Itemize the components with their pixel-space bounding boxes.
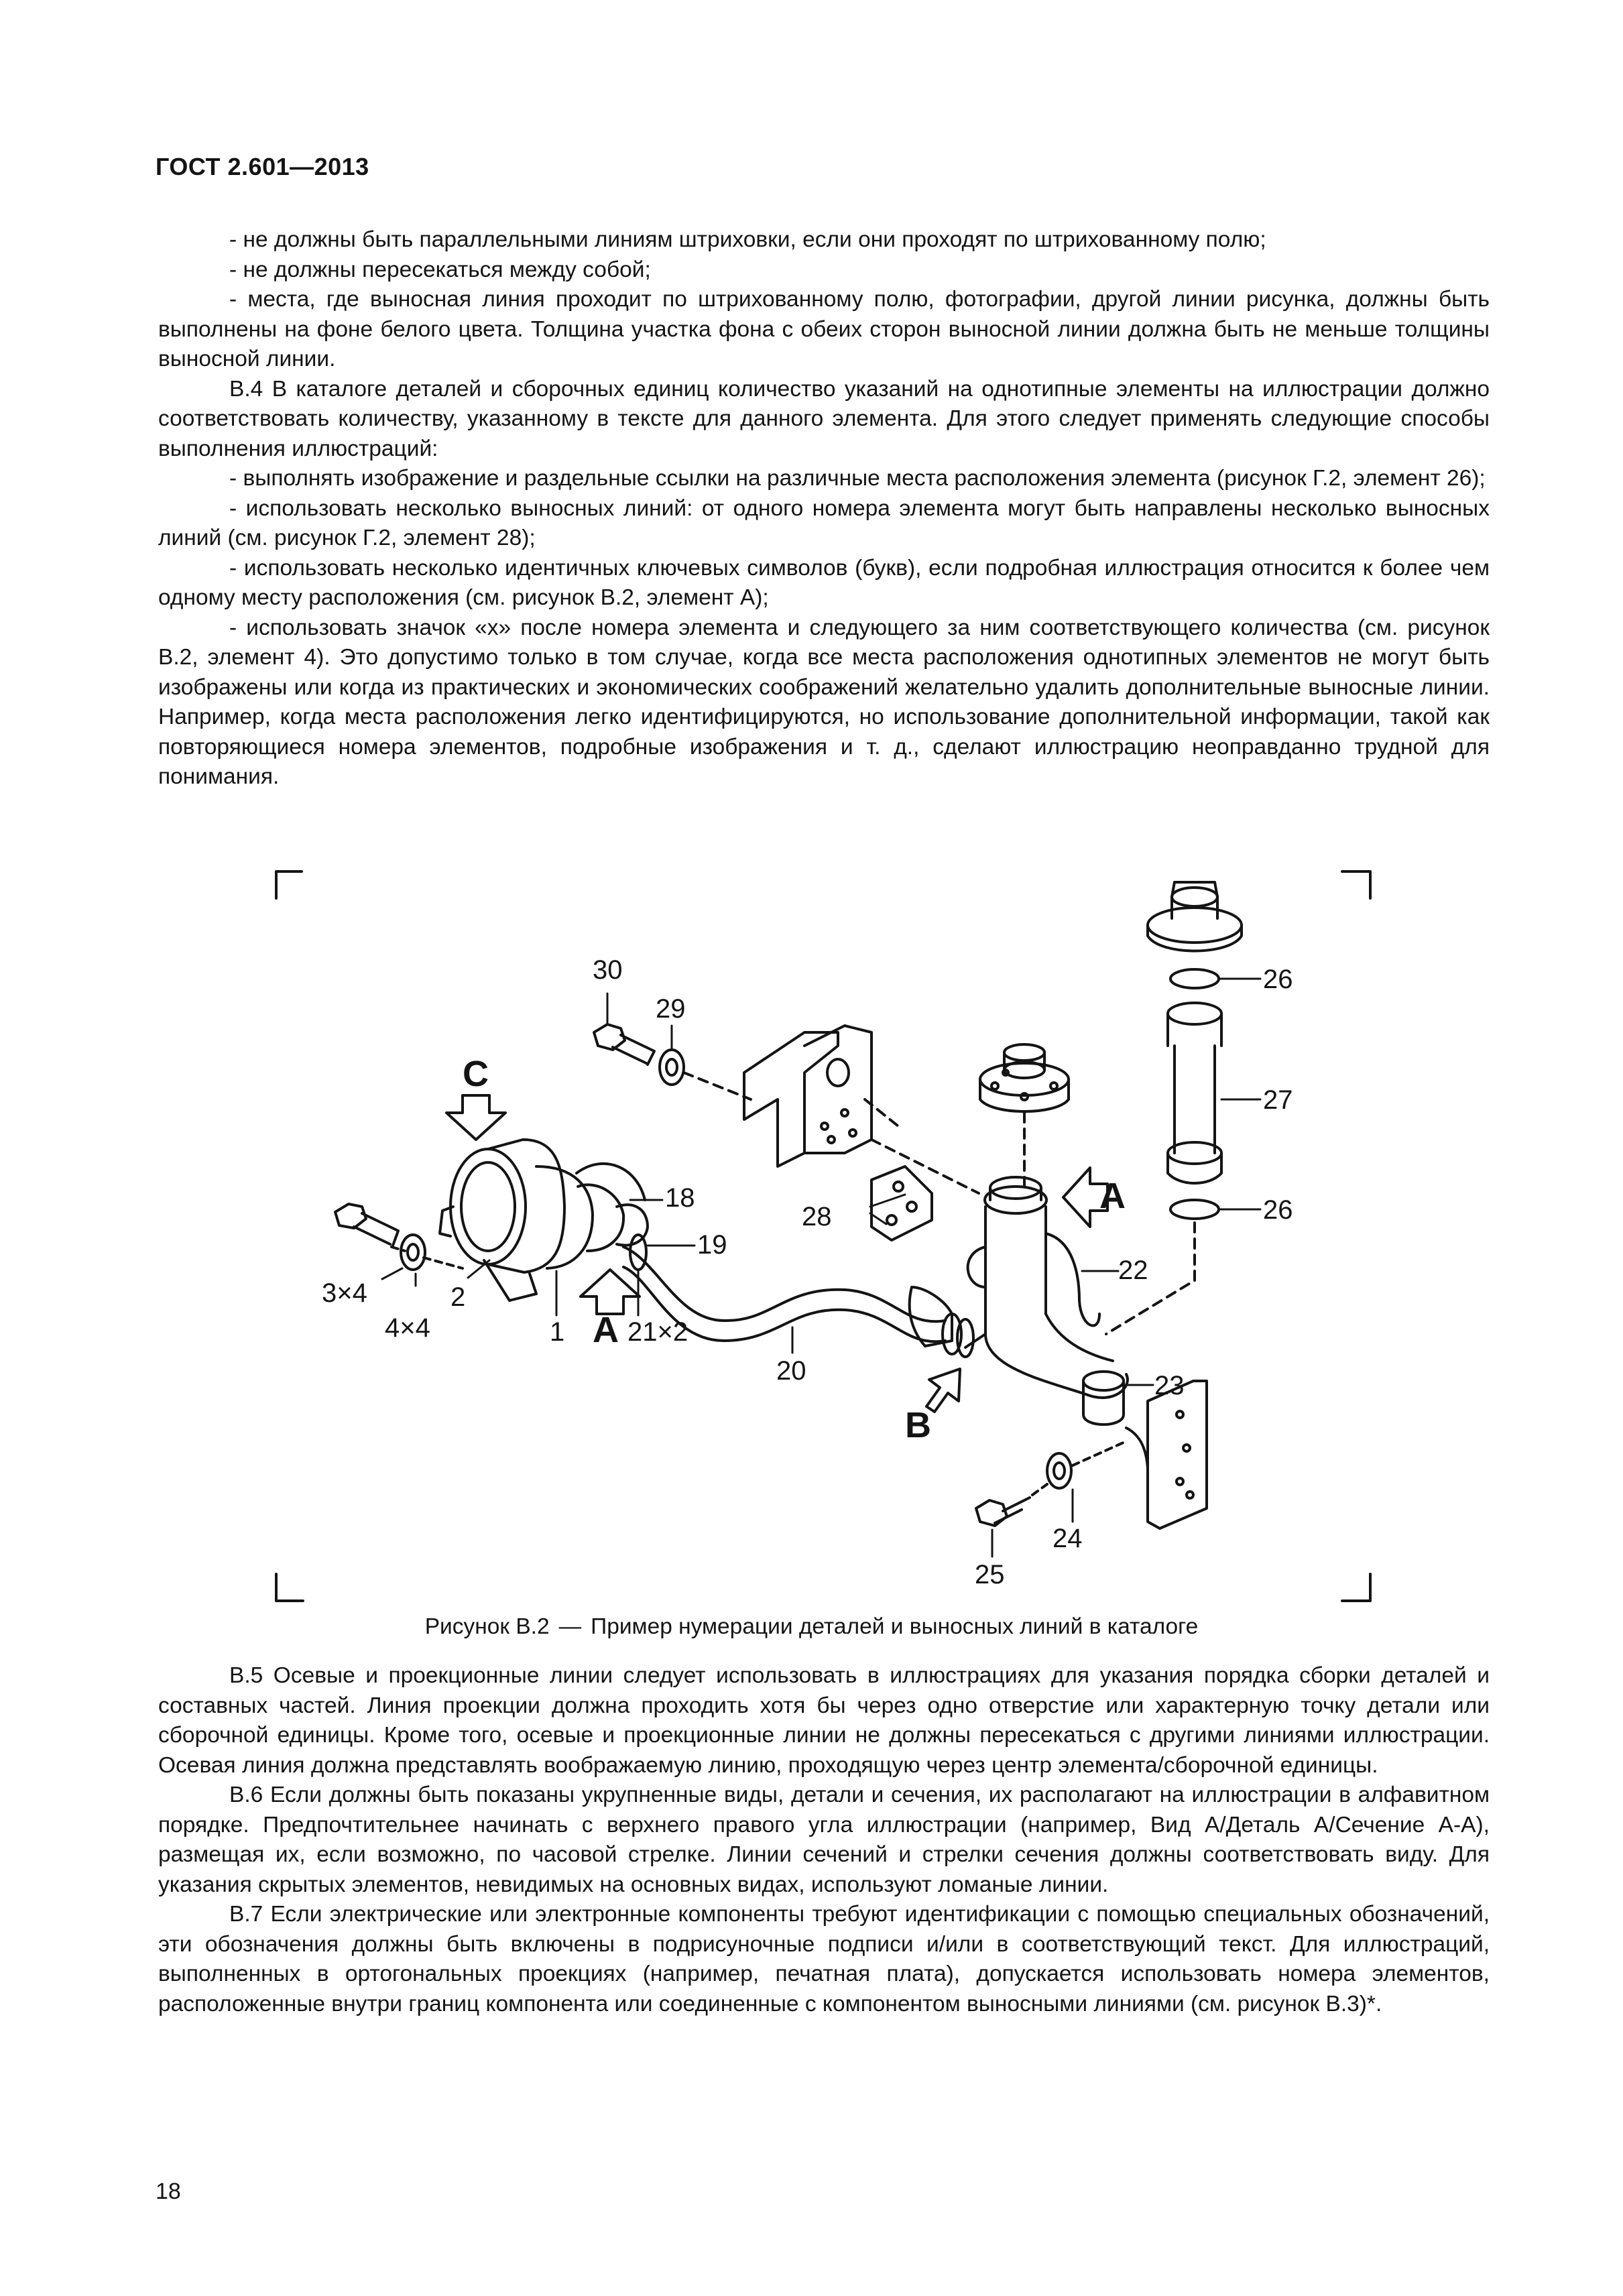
callout-b: B [905,1405,931,1445]
frame-corner-tl [276,871,302,898]
bolt-25 [976,1498,1030,1526]
caption-number: Рисунок В.2 [424,1614,550,1639]
frame-corner-tr [1342,871,1370,898]
tube-27 [1168,1003,1221,1183]
o-ring-26a [1170,969,1219,988]
view-arrow-a1 [581,1270,640,1314]
standard-header: ГОСТ 2.601—2013 [156,153,369,180]
frame-corner-br [1342,1574,1370,1601]
callout-25: 25 [975,1560,1005,1589]
callout-a-bottom: A [593,1310,619,1350]
view-arrow-b [926,1369,960,1412]
flange-top [980,1044,1069,1111]
paragraph: - использовать несколько выносных линий: от одного номера элемента могут быть направлены несколько выносных линий (см. рисунок Г.2, элемент 28); [158,495,1490,550]
figure-caption [0,1614,1623,1640]
paragraph: - выполнять изображение и раздельные ссылки на различные места расположения элемента (рисунок Г.2, элемент 26); [229,466,1486,491]
callout-2: 2 [450,1282,466,1312]
bolt-3 [335,1204,398,1246]
callout-19: 19 [697,1230,727,1260]
washer-29 [660,1050,684,1085]
o-ring-26b [1170,1200,1219,1219]
figure-b2-drawing [0,831,1623,1609]
paragraph: - не должны пересекаться между собой; [229,257,651,282]
caption-dash: — [558,1614,582,1639]
callout-26-top: 26 [1263,965,1293,994]
frame-corner-bl [276,1574,303,1601]
callout-a-right: A [1099,1176,1126,1216]
callout-29: 29 [656,994,686,1024]
callout-18: 18 [665,1183,695,1213]
callout-3: 3×4 [322,1278,367,1308]
paragraph: В.7 Если электрические или электронные компоненты требуют идентификации с помощью специальных обозначений, эти обозначения должны быть включены в подрисуночные подписи и/или в соответствующий текст. Для иллюстраций, выполненных в ортогональных проекциях (например, печатная плата), допускается использовать номера элементов, расположенные внутри границ компонента или соединенные с компонентом выносными линиями (см. рисунок В.3)*. [158,1902,1490,2016]
washer-24 [1047,1453,1071,1488]
paragraph: В.6 Если должны быть показаны укрупненные виды, детали и сечения, их располагают на иллюстрации в алфавитном порядке. Предпочтительнее начинать с верхнего правого угла иллюстрации (например, Вид А/Деталь А/Сечение А-А), размещая их, если возможно, по часовой стрелке. Линии сечений и стрелки сечения должны соответствовать виду. Для указания скрытых элементов, невидимых на основных видах, используют ломаные линии. [158,1783,1490,1897]
callout-27: 27 [1263,1085,1293,1115]
page-number: 18 [156,2179,181,2204]
paragraph: В.5 Осевые и проекционные линии следует использовать в иллюстрациях для указания порядка сборки деталей и составных частей. Линия проекции должна проходить хотя бы через одно отверстие или характерную точку детали или сборочной единицы. Кроме того, осевые и проекционные линии не должны пересекаться с другими линиями иллюстрации. Осевая линия должна представлять воображаемую линию, проходящую через центр элемента/сборочной единицы. [158,1663,1490,1778]
callout-28: 28 [802,1202,832,1231]
paragraph: - использовать значок «х» после номера элемента и следующего за ним соответствующего количества (см. рисунок В.2, элемент 4). Это допустимо только в том случае, когда все места расположения однотипных элементов не могут быть изображены или когда из практических и экономических соображений желательно удалить дополнительные выносные линии. Например, когда места расположения легко идентифицируются, но использование дополнительной информации, такой как повторяющиеся номера элементов, подробные изображения и т. д., сделают иллюстрацию неоправданно трудной для понимания. [158,615,1490,789]
callout-20: 20 [776,1356,806,1386]
fitting-top [1148,882,1242,951]
bolt-30 [594,1024,654,1065]
caption-text: Пример нумерации деталей и выносных линий в каталоге [591,1614,1199,1639]
callout-4: 4×4 [385,1313,430,1343]
callout-c: C [463,1054,489,1094]
bracket [744,1026,871,1166]
paragraph: - места, где выносная линия проходит по штрихованному полю, фотографии, другой линии рисунка, должны быть выполнены на фоне белого цвета. Толщина участка фона с обеих сторон выносной линии должна быть не меньше толщины выносной линии. [158,287,1490,371]
callout-1: 1 [550,1317,565,1347]
body-text-bottom [158,1661,1490,2019]
washer-4 [401,1235,425,1270]
paragraph: В.4 В каталоге деталей и сборочных единиц количество указаний на однотипные элементы на иллюстрации должно соответствовать количеству, указанному в тексте для данного элемента. Для этого следует применять следующие способы выполнения иллюстраций: [158,376,1490,461]
callout-22: 22 [1118,1256,1148,1285]
callout-26-bottom: 26 [1263,1195,1293,1225]
callout-24: 24 [1053,1524,1083,1553]
callout-21: 21×2 [627,1317,688,1347]
mount-plate [1126,1381,1207,1528]
body-text-top [158,225,1490,792]
callout-23: 23 [1154,1371,1185,1400]
callout-30: 30 [593,955,623,985]
view-arrow-c [446,1095,505,1140]
paragraph: - использовать несколько идентичных ключевых символов (букв), если подробная иллюстрация относится к более чем одному месту расположения (см. рисунок В.2, элемент А); [158,555,1490,610]
paragraph: - не должны быть параллельными линиям штриховки, если они проходят по штрихованному полю; [229,227,1266,252]
